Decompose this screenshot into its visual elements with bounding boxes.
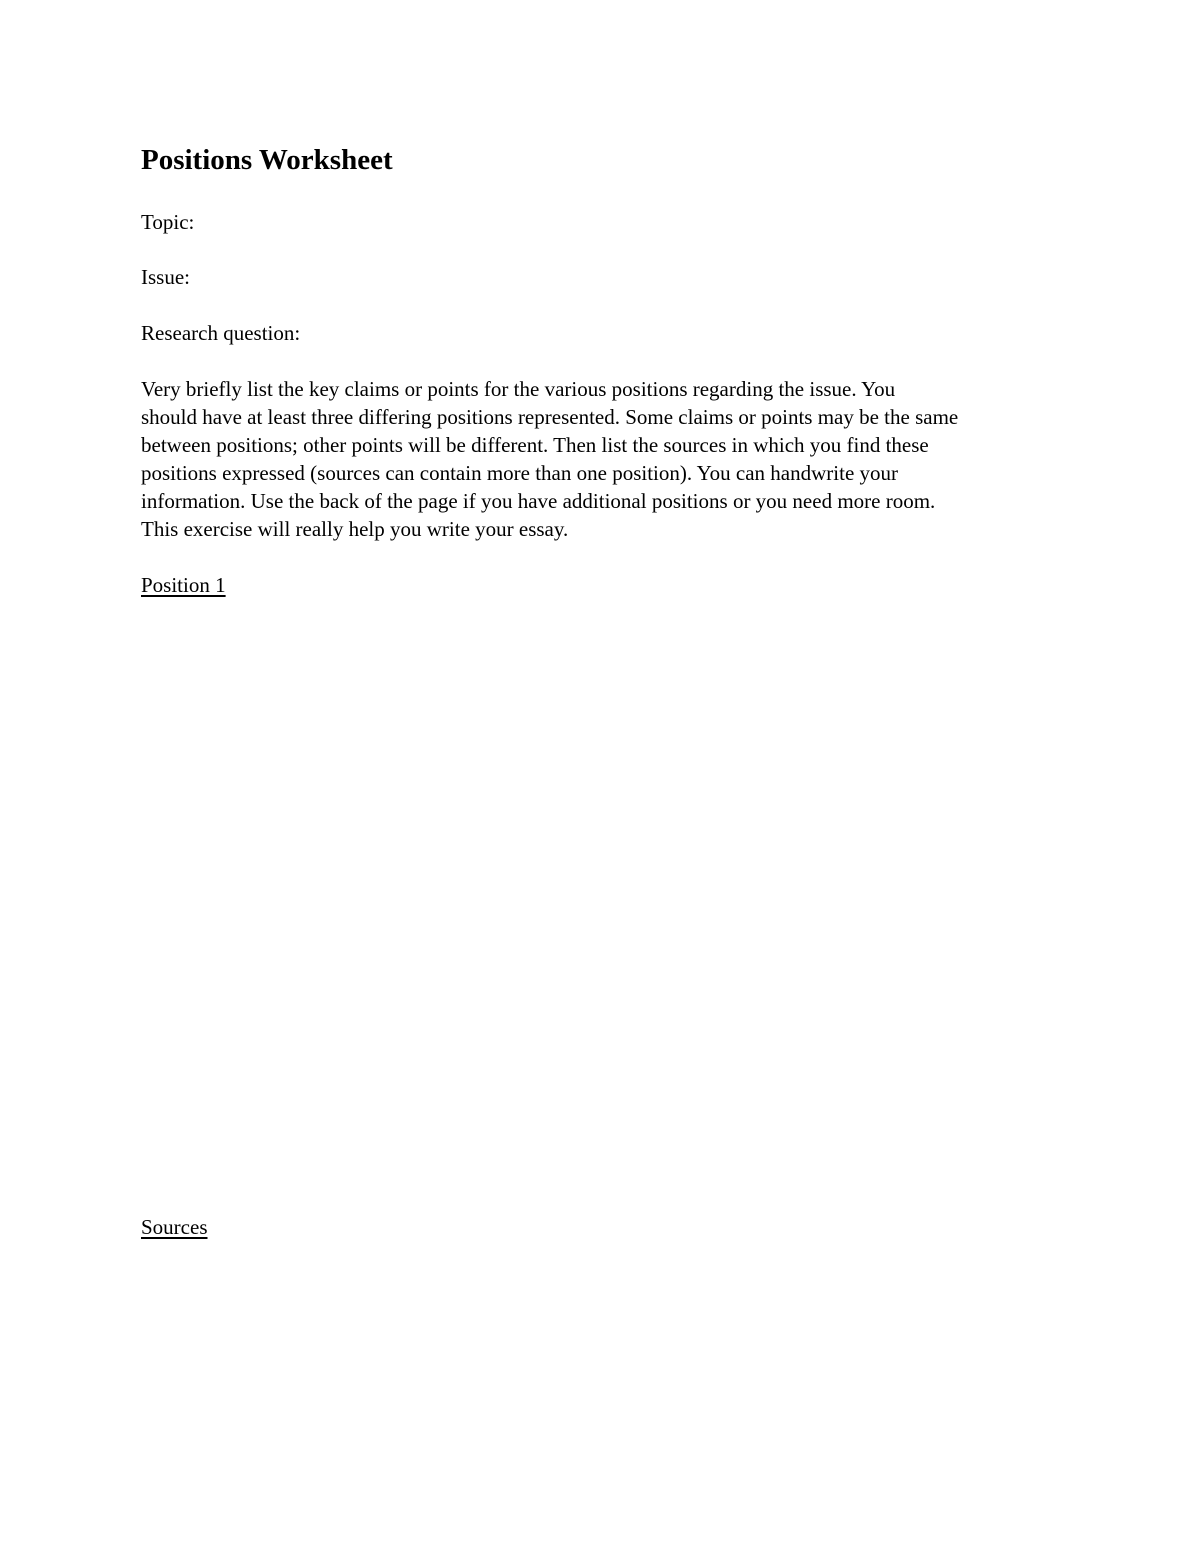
instructions-line: Very briefly list the key claims or points for the various positions regarding the issue. You [141, 377, 896, 401]
position-1-heading: Position 1 [141, 573, 226, 597]
instructions-line: positions expressed (sources can contain more than one position). You can handwrite your [141, 461, 899, 485]
instructions-line: should have at least three differing positions represented. Some claims or points may be the same [141, 405, 959, 429]
sources-writing-area[interactable] [141, 1252, 1071, 1512]
instructions-line: information. Use the back of the page if you have additional positions or you need more room. [141, 489, 936, 513]
instructions-paragraph [141, 375, 1071, 543]
page-title: Positions Worksheet [141, 144, 393, 176]
position-1-writing-area[interactable] [141, 610, 1071, 1200]
topic-label: Topic: [141, 210, 195, 234]
sources-heading: Sources [141, 1215, 208, 1239]
issue-label: Issue: [141, 265, 190, 289]
instructions-line: between positions; other points will be different. Then list the sources in which you find these [141, 433, 929, 457]
research-question-label: Research question: [141, 321, 301, 345]
instructions-line: This exercise will really help you write your essay. [141, 517, 569, 541]
